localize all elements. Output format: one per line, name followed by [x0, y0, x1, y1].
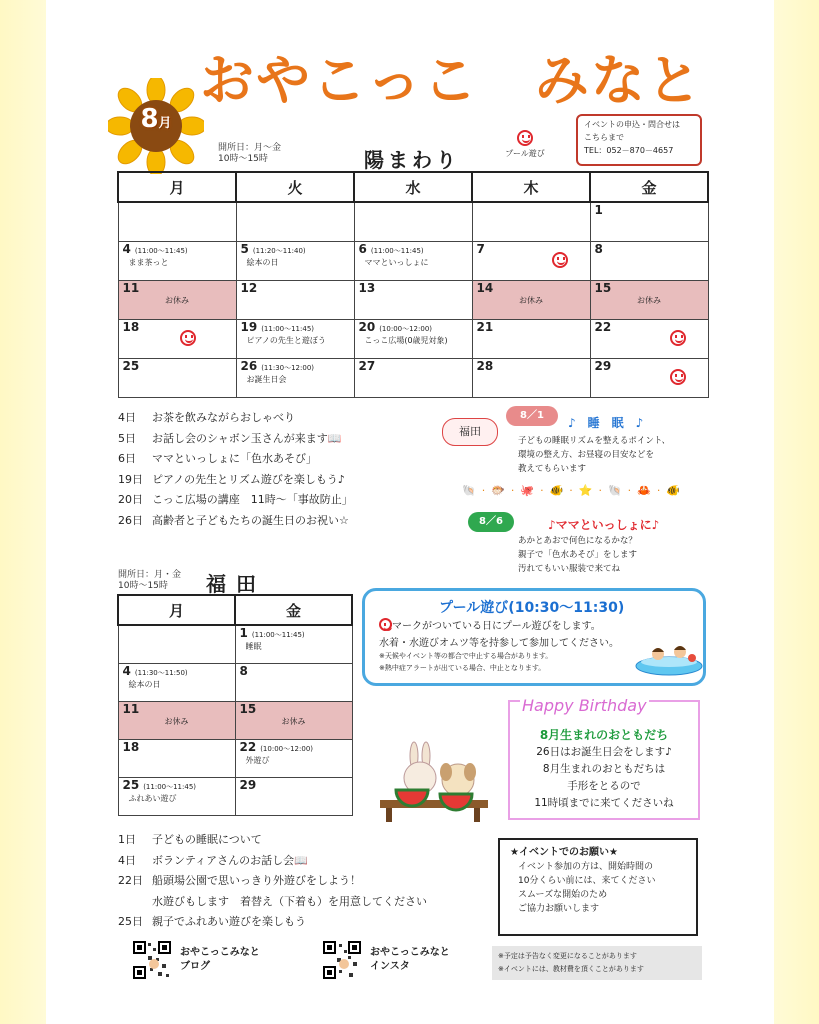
calendar-day-cell — [236, 241, 354, 280]
calendar-day-cell — [118, 701, 235, 739]
day-number: 12 — [240, 280, 258, 295]
calendar-week-row — [118, 202, 708, 241]
fukuda-tag: 福田 — [442, 418, 498, 446]
insta-label: おやこっこみなと インスタ — [370, 947, 450, 972]
himawari-calendar — [117, 171, 709, 398]
calendar-day-cell — [236, 358, 354, 397]
page-title: おやこっこ みなと — [200, 49, 703, 112]
event-desc: 水遊びもします 着替え（下着も）を用意してください — [152, 894, 427, 908]
request-board: ★イベントでのお願い★ イベント参加の方は、開始時間の 10分くらい前には、来てください スムーズな開始のため ご協力お願いします — [498, 838, 698, 936]
event-date: 4日 — [118, 853, 136, 867]
calendar-day-cell — [118, 319, 236, 358]
sea-creatures-icon: 🐚·🐡·🐙·🐠·⭐·🐚·🦀·🐠 — [462, 484, 687, 497]
event-list-item — [118, 830, 427, 851]
event-date: 22日 — [118, 874, 143, 887]
day-number: 4 — [122, 241, 131, 256]
pool-line: ※熱中症アラートが出ている場合、中止となります。 — [379, 664, 546, 672]
fukuda-calendar — [117, 594, 353, 816]
event-list-item — [118, 892, 427, 913]
calendar-day-cell — [590, 280, 708, 319]
day-number: 8 — [594, 241, 603, 256]
day-header: 水 — [354, 172, 472, 202]
notice-box: ※予定は予告なく変更になることがあります ※イベントには、教材費を頂くことがあります — [492, 946, 702, 980]
day-number: 29 — [594, 358, 612, 373]
birthday-header: Happy Birthday — [522, 696, 647, 715]
day-number: 14 — [476, 280, 494, 295]
calendar-week-row — [118, 280, 708, 319]
day-number: 25 — [122, 777, 140, 792]
day-number: 11 — [122, 280, 140, 295]
mama-title: ♪ママといっしょに♪ — [548, 518, 660, 532]
event-time: (11:00～11:45) — [261, 324, 315, 333]
kids-pool-illustration — [634, 640, 704, 676]
blog-qr-code[interactable] — [132, 940, 172, 980]
calendar-day-cell — [235, 625, 352, 663]
smile-icon — [379, 618, 392, 631]
pool-title: プール遊び(10:30～11:30) — [439, 600, 625, 616]
himawari-event-list — [118, 408, 353, 531]
event-name: ピアノの先生と遊ぼう — [246, 335, 326, 345]
event-list-item — [118, 511, 353, 532]
event-name: こっこ広場(0歳児対象) — [364, 335, 448, 345]
fukuda-hours: 開所日：月・金 10時～15時 — [118, 570, 182, 591]
birthday-subtitle: 8月生まれのおともだち — [539, 728, 669, 742]
day-number: 8 — [239, 663, 248, 678]
calendar-day-cell — [590, 241, 708, 280]
closed-label: お休み — [637, 295, 661, 305]
calendar-day-cell — [354, 241, 472, 280]
calendar-day-cell — [472, 202, 590, 241]
event-time: (11:20～11:40) — [252, 246, 306, 255]
day-number: 26 — [240, 358, 258, 373]
himawari-hours: 開所日：月～金 10時～15時 — [218, 143, 282, 164]
event-time: (11:00～11:45) — [251, 631, 305, 639]
event-list-item — [118, 851, 427, 872]
pool-line: ※天候やイベント等の都合で中止する場合があります。 — [379, 652, 553, 660]
calendar-week-row — [118, 319, 708, 358]
day-number: 18 — [122, 739, 140, 754]
day-number: 1 — [594, 203, 603, 217]
calendar-day-cell — [590, 202, 708, 241]
calendar-day-cell — [118, 241, 236, 280]
event-name: 外遊び — [245, 755, 270, 765]
event-desc: ママといっしょに「色水あそび」 — [152, 452, 317, 465]
calendar-day-cell — [354, 280, 472, 319]
day-number: 22 — [239, 739, 257, 754]
day-number: 25 — [122, 358, 140, 373]
calendar-day-cell — [472, 358, 590, 397]
event-date: 25日 — [118, 915, 143, 928]
sleep-title: ♪ 睡 眠 ♪ — [568, 416, 644, 430]
day-header: 金 — [590, 172, 708, 202]
calendar-day-cell — [235, 663, 352, 701]
event-date: 19日 — [118, 472, 143, 486]
calendar-day-cell — [235, 701, 352, 739]
calendar-day-cell — [590, 358, 708, 397]
calendar-day-cell — [590, 319, 708, 358]
mama-note: あかとあおで何色になるかな？ 親子で「色水あそび」をします 汚れてもいい服装で来てね — [518, 536, 638, 574]
calendar-day-cell — [472, 241, 590, 280]
insta-qr-code[interactable] — [322, 940, 362, 980]
event-name: まま茶っと — [128, 257, 169, 267]
birthday-box — [508, 696, 700, 820]
calendar-day-cell — [235, 777, 352, 815]
day-header: 木 — [472, 172, 590, 202]
calendar-day-cell — [118, 739, 235, 777]
event-desc: 高齢者と子どもたちの誕生日のお祝い☆ — [152, 513, 349, 527]
closed-label: お休み — [519, 295, 543, 305]
day-number: 11 — [122, 701, 140, 716]
day-number: 19 — [240, 319, 258, 334]
calendar-day-cell — [354, 358, 472, 397]
event-list-item — [118, 429, 353, 450]
day-number: 15 — [239, 701, 257, 716]
event-name: お誕生日会 — [246, 374, 287, 384]
event-list-item — [118, 912, 427, 933]
animals-watermelon-illustration — [374, 738, 494, 824]
event-list-item — [118, 470, 353, 491]
event-list-item — [118, 408, 353, 429]
calendar-day-cell — [236, 202, 354, 241]
day-number: 4 — [122, 663, 131, 678]
smile-icon — [180, 330, 196, 346]
calendar-week-row — [118, 739, 352, 777]
fukuda-event-list — [118, 830, 427, 933]
day-header: 火 — [236, 172, 354, 202]
calendar-day-cell — [236, 280, 354, 319]
smile-icon — [552, 252, 568, 268]
event-desc: 親子でふれあい遊びを楽しもう — [152, 915, 306, 928]
day-number: 13 — [358, 280, 376, 295]
event-date: 1日 — [118, 833, 136, 846]
blog-label: おやこっこみなと ブログ — [180, 947, 260, 972]
day-number: 7 — [476, 241, 485, 256]
day-number: 1 — [239, 626, 248, 640]
calendar-day-cell — [118, 202, 236, 241]
event-date: 4日 — [118, 411, 136, 424]
pool-line: 水着・水遊びオムツ等を持参して参加してください。 — [379, 638, 619, 649]
smile-icon — [670, 369, 686, 385]
birthday-text: 26日はお誕生日会をします♪ 8月生まれのおともだちは 手形をとるので 11時頃までに来てくださいね — [534, 746, 674, 809]
event-date: 6日 — [118, 452, 136, 465]
fukuda-title: 福田 — [206, 572, 266, 596]
event-list-item — [118, 490, 353, 511]
closed-label: お休み — [165, 295, 189, 305]
smile-icon — [517, 130, 533, 146]
calendar-week-row — [118, 777, 352, 815]
closed-label: お休み — [281, 716, 306, 726]
calendar-week-row — [118, 241, 708, 280]
event-time: (10:00～12:00) — [260, 744, 314, 753]
day-number: 27 — [358, 358, 376, 373]
event-list-item — [118, 871, 427, 892]
day-number: 5 — [240, 241, 249, 256]
day-number: 18 — [122, 319, 140, 334]
calendar-week-row — [118, 625, 352, 663]
day-header: 金 — [235, 595, 352, 625]
event-name: 絵本の日 — [246, 257, 279, 267]
day-number: 28 — [476, 358, 494, 373]
event-name: ママといっしょに — [364, 257, 429, 267]
calendar-week-row — [118, 701, 352, 739]
smile-icon — [670, 330, 686, 346]
event-date: 20日 — [118, 493, 143, 506]
calendar-week-row — [118, 358, 708, 397]
himawari-title: 陽まわり — [364, 148, 460, 172]
calendar-day-cell — [354, 319, 472, 358]
event-time: (11:30～12:00) — [261, 363, 315, 372]
day-number: 22 — [594, 319, 612, 334]
day-number: 29 — [239, 777, 257, 792]
event-desc: 子どもの睡眠について — [152, 833, 262, 846]
event-time: (11:00～11:45) — [143, 782, 197, 791]
day-header: 月 — [118, 595, 235, 625]
calendar-week-row — [118, 663, 352, 701]
mama-date: 8／6 — [468, 512, 514, 532]
calendar-day-cell — [472, 280, 590, 319]
event-desc: こっこ広場の講座 11時～「事故防止」 — [152, 493, 353, 506]
calendar-day-cell — [118, 663, 235, 701]
event-desc: 船頭場公園で思いっきり外遊びをしよう！ — [152, 874, 361, 887]
month-label: 8月 — [140, 104, 172, 134]
event-list-item — [118, 449, 353, 470]
calendar-day-cell — [354, 202, 472, 241]
event-desc: お茶を飲みながらおしゃべり — [152, 411, 295, 424]
event-desc: ピアノの先生とリズム遊びを楽しもう♪ — [152, 472, 345, 486]
calendar-day-cell — [472, 319, 590, 358]
event-time: (11:00～11:45) — [134, 246, 188, 255]
day-number: 21 — [476, 319, 494, 334]
sleep-note: 子どもの睡眠リズムを整えるポイント、 環境の整え方、お昼寝の目安などを 教えてもらいます — [518, 436, 671, 474]
calendar-day-cell — [118, 280, 236, 319]
event-desc: お話し会のシャボン玉さんが来ます📖 — [152, 431, 342, 445]
day-number: 15 — [594, 280, 612, 295]
sleep-date: 8／1 — [506, 406, 558, 426]
event-time: (11:30～11:50) — [134, 668, 188, 677]
event-name: 睡眠 — [245, 642, 262, 651]
event-name: 絵本の日 — [128, 679, 161, 689]
calendar-day-cell — [118, 777, 235, 815]
calendar-day-cell — [118, 625, 235, 663]
pool-line: マークがついている日にプール遊びをします。 — [379, 617, 601, 632]
event-date: 5日 — [118, 431, 136, 445]
day-number: 6 — [358, 241, 367, 256]
event-name: ふれあい遊び — [128, 793, 177, 803]
event-time: (11:00～11:45) — [370, 246, 424, 255]
event-date: 26日 — [118, 513, 143, 527]
day-header: 月 — [118, 172, 236, 202]
calendar-day-cell — [118, 358, 236, 397]
pool-key: プール遊び — [500, 130, 550, 159]
event-desc: ボランティアさんのお話し会📖 — [152, 853, 308, 867]
calendar-day-cell — [236, 319, 354, 358]
day-number: 20 — [358, 319, 376, 334]
closed-label: お休み — [164, 716, 189, 726]
event-time: (10:00～12:00) — [379, 324, 433, 333]
calendar-day-cell — [235, 739, 352, 777]
contact-box: イベントの申込・問合せは こちらまで TEL：052－870－4657 — [576, 114, 702, 166]
